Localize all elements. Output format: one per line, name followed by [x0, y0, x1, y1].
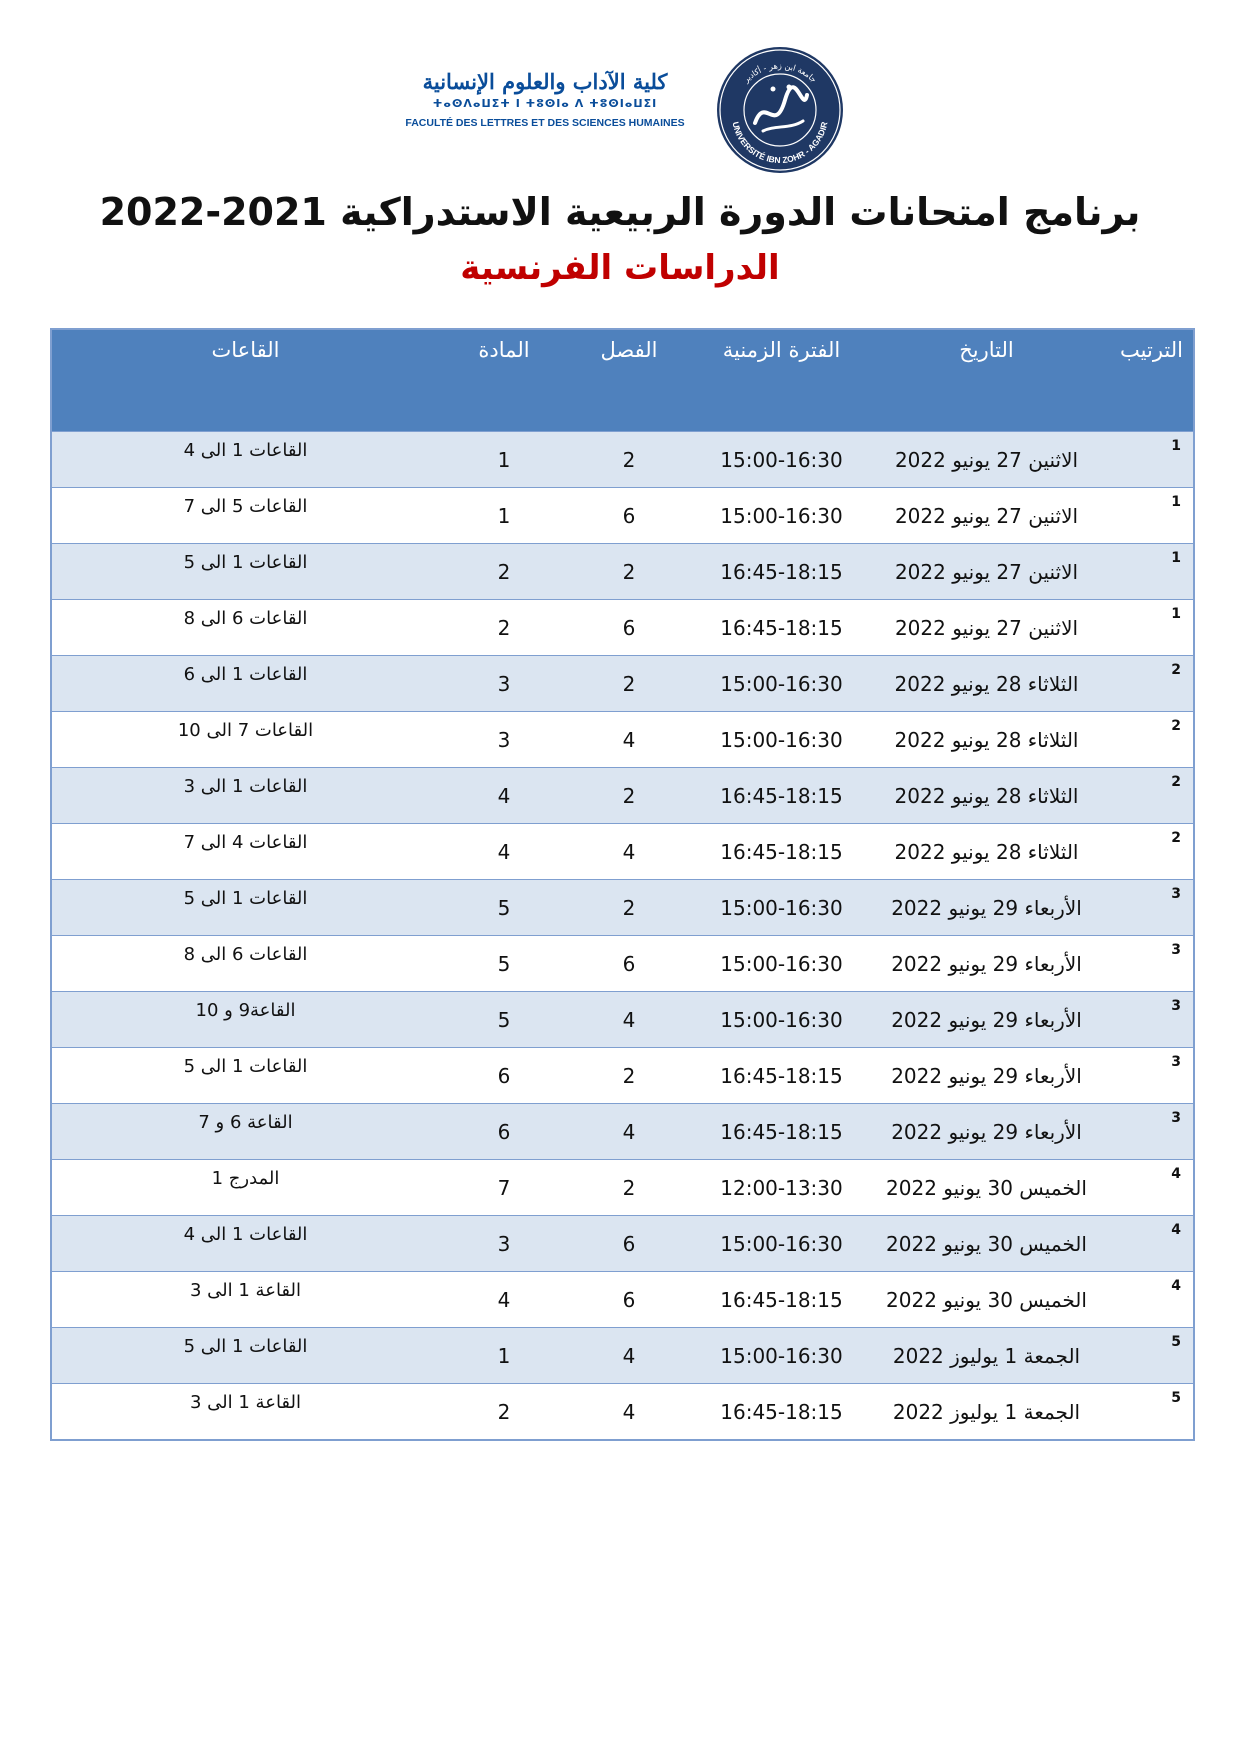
date-cell: الثلاثاء 28 يونيو 2022 [874, 824, 1099, 880]
rank-cell: 2 [1099, 712, 1194, 768]
halls-cell: القاعات 6 الى 8 [51, 936, 439, 992]
subject-cell: 1 [439, 488, 569, 544]
exam-schedule-table [50, 328, 1195, 1441]
halls-cell: القاعات 1 الى 5 [51, 544, 439, 600]
date-cell: الأربعاء 29 يونيو 2022 [874, 1104, 1099, 1160]
semester-cell: 4 [569, 824, 689, 880]
date-cell: الثلاثاء 28 يونيو 2022 [874, 712, 1099, 768]
rank-cell: 2 [1099, 656, 1194, 712]
date-cell: الثلاثاء 28 يونيو 2022 [874, 768, 1099, 824]
rank-cell: 5 [1099, 1328, 1194, 1384]
semester-cell: 6 [569, 936, 689, 992]
halls-cell: القاعات 1 الى 5 [51, 1048, 439, 1104]
semester-cell: 2 [569, 432, 689, 488]
subject-cell: 4 [439, 768, 569, 824]
subject-cell: 4 [439, 824, 569, 880]
subject-cell: 6 [439, 1104, 569, 1160]
halls-cell: القاعات 1 الى 5 [51, 1328, 439, 1384]
rank-cell: 1 [1099, 544, 1194, 600]
rank-cell: 4 [1099, 1272, 1194, 1328]
table-row [51, 1328, 1194, 1384]
table-row [51, 656, 1194, 712]
table-row [51, 992, 1194, 1048]
period-cell: 16:45-18:15 [689, 1384, 874, 1441]
subject-cell: 1 [439, 1328, 569, 1384]
faculty-name-fr: FACULTÉ DES LETTRES ET DES SCIENCES HUMAINES [405, 117, 685, 129]
header-period: الفترة الزمنية [689, 329, 874, 432]
header-rank: الترتيب [1099, 329, 1194, 432]
halls-cell: القاعات 1 الى 4 [51, 1216, 439, 1272]
table-row [51, 1272, 1194, 1328]
semester-cell: 4 [569, 712, 689, 768]
header-halls: القاعات [51, 329, 439, 432]
subject-cell: 3 [439, 1216, 569, 1272]
table-body [51, 432, 1194, 1441]
rank-cell: 3 [1099, 936, 1194, 992]
halls-cell: القاعة 6 و 7 [51, 1104, 439, 1160]
period-cell: 16:45-18:15 [689, 600, 874, 656]
halls-cell: القاعة9 و 10 [51, 992, 439, 1048]
halls-cell: القاعات 1 الى 6 [51, 656, 439, 712]
table-row [51, 1048, 1194, 1104]
header-date: التاريخ [874, 329, 1099, 432]
rank-cell: 3 [1099, 880, 1194, 936]
seal-ar-text: جامعة ابن زهر - أكادير [741, 61, 819, 85]
table-row [51, 1216, 1194, 1272]
subject-cell: 4 [439, 1272, 569, 1328]
period-cell: 15:00-16:30 [689, 992, 874, 1048]
rank-cell: 4 [1099, 1160, 1194, 1216]
halls-cell: القاعات 5 الى 7 [51, 488, 439, 544]
faculty-name-tifinagh: ⵜⴰⵙⴷⴰⵡⵉⵜ ⵏ ⵜⵓⵙⵏⴰ ⴷ ⵜⵓⵙⵏⴰⵡⵉⵏ [432, 97, 658, 110]
rank-cell: 3 [1099, 1104, 1194, 1160]
page-subtitle: الدراسات الفرنسية [460, 248, 780, 288]
rank-cell: 3 [1099, 992, 1194, 1048]
rank-cell: 5 [1099, 1384, 1194, 1441]
header-semester: الفصل [569, 329, 689, 432]
table-row [51, 432, 1194, 488]
date-cell: الخميس 30 يونيو 2022 [874, 1160, 1099, 1216]
page-title: برنامج امتحانات الدورة الربيعية الاستدراكية 2021-2022 [99, 190, 1141, 234]
table-header-row [51, 329, 1194, 432]
date-cell: الأربعاء 29 يونيو 2022 [874, 936, 1099, 992]
period-cell: 15:00-16:30 [689, 936, 874, 992]
table-row [51, 488, 1194, 544]
subject-cell: 5 [439, 936, 569, 992]
period-cell: 16:45-18:15 [689, 768, 874, 824]
semester-cell: 6 [569, 488, 689, 544]
subject-cell: 5 [439, 992, 569, 1048]
halls-cell: القاعات 1 الى 5 [51, 880, 439, 936]
period-cell: 15:00-16:30 [689, 880, 874, 936]
faculty-name-ar: كلية الآداب والعلوم الإنسانية [422, 69, 668, 94]
rank-cell: 4 [1099, 1216, 1194, 1272]
subject-cell: 3 [439, 712, 569, 768]
rank-cell: 1 [1099, 432, 1194, 488]
table-row [51, 1104, 1194, 1160]
university-seal-logo [715, 45, 845, 175]
page-header [0, 0, 1240, 190]
semester-cell: 2 [569, 1048, 689, 1104]
date-cell: الاثنين 27 يونيو 2022 [874, 600, 1099, 656]
date-cell: الأربعاء 29 يونيو 2022 [874, 1048, 1099, 1104]
semester-cell: 2 [569, 544, 689, 600]
table-row [51, 768, 1194, 824]
subject-cell: 6 [439, 1048, 569, 1104]
semester-cell: 4 [569, 1104, 689, 1160]
halls-cell: القاعات 1 الى 4 [51, 432, 439, 488]
subject-cell: 2 [439, 544, 569, 600]
halls-cell: القاعات 1 الى 3 [51, 768, 439, 824]
rank-cell: 2 [1099, 768, 1194, 824]
semester-cell: 4 [569, 1384, 689, 1441]
semester-cell: 6 [569, 1216, 689, 1272]
halls-cell: القاعات 6 الى 8 [51, 600, 439, 656]
semester-cell: 6 [569, 1272, 689, 1328]
period-cell: 15:00-16:30 [689, 1216, 874, 1272]
faculty-logo [395, 70, 695, 150]
halls-cell: المدرج 1 [51, 1160, 439, 1216]
table-row [51, 936, 1194, 992]
subject-cell: 2 [439, 1384, 569, 1441]
date-cell: الجمعة 1 يوليوز 2022 [874, 1328, 1099, 1384]
date-cell: الاثنين 27 يونيو 2022 [874, 488, 1099, 544]
period-cell: 16:45-18:15 [689, 1104, 874, 1160]
halls-cell: القاعات 7 الى 10 [51, 712, 439, 768]
table-row [51, 712, 1194, 768]
table-row [51, 1160, 1194, 1216]
date-cell: الخميس 30 يونيو 2022 [874, 1216, 1099, 1272]
halls-cell: القاعات 4 الى 7 [51, 824, 439, 880]
date-cell: الثلاثاء 28 يونيو 2022 [874, 656, 1099, 712]
semester-cell: 4 [569, 992, 689, 1048]
date-cell: الاثنين 27 يونيو 2022 [874, 544, 1099, 600]
seal-fr-text: UNIVERSITÉ IBN ZOHR - AGADIR [730, 120, 830, 166]
period-cell: 16:45-18:15 [689, 824, 874, 880]
subject-cell: 1 [439, 432, 569, 488]
period-cell: 16:45-18:15 [689, 1048, 874, 1104]
period-cell: 15:00-16:30 [689, 488, 874, 544]
subject-cell: 3 [439, 656, 569, 712]
rank-cell: 3 [1099, 1048, 1194, 1104]
subject-cell: 7 [439, 1160, 569, 1216]
subject-cell: 5 [439, 880, 569, 936]
date-cell: الجمعة 1 يوليوز 2022 [874, 1384, 1099, 1441]
rank-cell: 2 [1099, 824, 1194, 880]
date-cell: الخميس 30 يونيو 2022 [874, 1272, 1099, 1328]
semester-cell: 2 [569, 1160, 689, 1216]
period-cell: 15:00-16:30 [689, 1328, 874, 1384]
table-row [51, 544, 1194, 600]
semester-cell: 2 [569, 880, 689, 936]
period-cell: 15:00-16:30 [689, 712, 874, 768]
period-cell: 16:45-18:15 [689, 1272, 874, 1328]
date-cell: الاثنين 27 يونيو 2022 [874, 432, 1099, 488]
rank-cell: 1 [1099, 488, 1194, 544]
date-cell: الأربعاء 29 يونيو 2022 [874, 880, 1099, 936]
semester-cell: 2 [569, 656, 689, 712]
semester-cell: 2 [569, 768, 689, 824]
table-row [51, 1384, 1194, 1441]
period-cell: 12:00-13:30 [689, 1160, 874, 1216]
halls-cell: القاعة 1 الى 3 [51, 1272, 439, 1328]
subject-cell: 2 [439, 600, 569, 656]
table-row [51, 824, 1194, 880]
period-cell: 15:00-16:30 [689, 656, 874, 712]
period-cell: 15:00-16:30 [689, 432, 874, 488]
semester-cell: 6 [569, 600, 689, 656]
rank-cell: 1 [1099, 600, 1194, 656]
table-row [51, 880, 1194, 936]
period-cell: 16:45-18:15 [689, 544, 874, 600]
halls-cell: القاعة 1 الى 3 [51, 1384, 439, 1441]
date-cell: الأربعاء 29 يونيو 2022 [874, 992, 1099, 1048]
header-subject: المادة [439, 329, 569, 432]
semester-cell: 4 [569, 1328, 689, 1384]
table-row [51, 600, 1194, 656]
